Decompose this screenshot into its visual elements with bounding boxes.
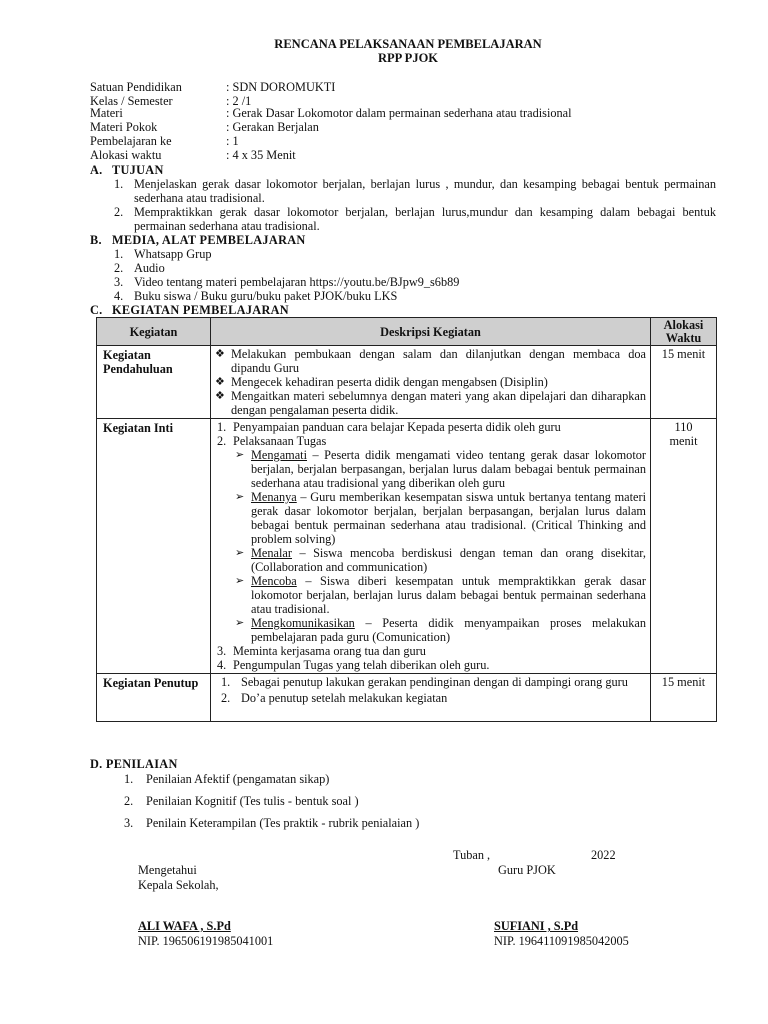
item-number: 2. [114, 261, 124, 275]
media-list [114, 247, 716, 303]
list-item [215, 675, 646, 689]
item-number: 1. [217, 420, 227, 434]
arrow-bullet-icon: ➢ [235, 575, 245, 587]
mengetahui-label: Mengetahui [138, 863, 197, 877]
kegiatan-waktu: 110 menit [651, 419, 717, 674]
bullet-diamond-icon: ❖ [215, 390, 225, 402]
kegiatan-table [96, 317, 717, 722]
arrow-bullet-icon: ➢ [235, 491, 245, 503]
item-text: Pengumpulan Tugas yang telah diberikan oleh guru. [233, 658, 490, 672]
bullet-diamond-icon: ❖ [215, 348, 225, 360]
header-alokasi: Alokasi Waktu [651, 318, 717, 346]
list-item [124, 772, 419, 794]
kegiatan-description [211, 346, 651, 419]
list-item [215, 644, 646, 658]
kegiatan-name: Kegiatan Penutup [97, 674, 211, 722]
list-item [114, 261, 716, 275]
item-number: 2. [221, 691, 231, 705]
info-value: : Gerak Dasar Lokomotor dalam permainan sederhana atau tradisional [226, 106, 572, 120]
header-kegiatan: Kegiatan [97, 318, 211, 346]
sub-item-text: – Peserta didik mengamati video tentang gerak dasar lokomotor berjalan, berjalan berpasangan, berjalan lurus dalam bebagai bentuk permainan sederhana atau tradisional yang diberikan oleh guru [251, 448, 646, 490]
sub-item-term: Mengkomunikasikan [251, 616, 355, 630]
info-label: Pembelajaran ke [90, 134, 172, 148]
item-number: 3. [114, 275, 124, 289]
section-heading-tujuan [90, 163, 164, 177]
item-text: Pelaksanaan Tugas [233, 434, 327, 448]
item-number: 1. [114, 177, 124, 191]
list-item [215, 347, 646, 375]
item-number: 1. [114, 247, 124, 261]
item-text: Penyampaian panduan cara belajar Kepada peserta didik oleh guru [233, 420, 561, 434]
signatory-nip-right: NIP. 196411091985042005 [494, 934, 629, 948]
signature-place: Tuban , [453, 848, 491, 862]
list-item [215, 691, 646, 705]
sub-item-term: Menanya [251, 490, 297, 504]
section-letter: B. [90, 233, 102, 247]
info-label: Materi Pokok [90, 120, 158, 134]
sub-item-text: – Siswa diberi kesempatan untuk mempraktikkan gerak dasar lokomotor berjalan, berlajan lurus dalam bebagai bentuk permainan sederhana atau tradisional. [251, 574, 646, 616]
sub-item [215, 574, 646, 616]
sub-item-text: – Guru memberikan kesempatan siswa untuk bertanya tentang materi gerak dasar lokomotor berjalan, berjalan berpasangan, berjalan lurus dalam bebagai bentuk permainan sederhana atau tradisional. (Critical Thinking and problem solving) [251, 490, 646, 546]
list-item [124, 816, 419, 838]
signatory-nip-left: NIP. 196506191985041001 [138, 934, 274, 948]
item-text: Whatsapp Grup [134, 247, 212, 261]
item-text: Mempraktikkan gerak dasar lokomotor berjalan, berlajan lurus,mundur dan kesamping dalam bebagai bentuk permainan sederhana atau tradisional. [134, 205, 716, 233]
list-item [215, 434, 646, 448]
item-text: Penilaian Kognitif (Tes tulis - bentuk soal ) [146, 794, 359, 808]
list-item [114, 289, 716, 303]
table-row-penutup [97, 674, 717, 722]
info-value: : SDN DOROMUKTI [226, 80, 336, 94]
item-number: 1. [221, 675, 231, 689]
item-text: Do’a penutup setelah melakukan kegiatan [241, 691, 448, 705]
sub-item-text: – Siswa mencoba berdiskusi dengan teman dan orang disekitar, (Collaboration and communication) [251, 546, 646, 574]
sub-item [215, 448, 646, 490]
penilaian-list [124, 772, 419, 838]
kegiatan-name: Kegiatan Inti [97, 419, 211, 674]
list-item [215, 658, 646, 672]
item-text: Melakukan pembukaan dengan salam dan dilanjutkan dengan membaca doa dipandu Guru [231, 347, 646, 375]
sub-item-term: Mengamati [251, 448, 308, 462]
list-item [124, 794, 419, 816]
document-subtitle: RPP PJOK [377, 51, 439, 65]
signatory-name-right: SUFIANI , S.Pd [494, 919, 579, 933]
list-item [114, 205, 716, 233]
item-text: Buku siswa / Buku guru/buku paket PJOK/buku LKS [134, 289, 398, 303]
item-number: 2. [124, 794, 134, 808]
sub-item [215, 546, 646, 574]
item-text: Menjelaskan gerak dasar lokomotor berjalan, berlajan lurus , mundur, dan kesamping bebagai bentuk permainan sederhana atau tradisional. [134, 177, 716, 205]
item-number: 1. [124, 772, 134, 786]
arrow-bullet-icon: ➢ [235, 449, 245, 461]
section-title: MEDIA, ALAT PEMBELAJARAN [112, 233, 306, 247]
sub-item [215, 490, 646, 546]
header-deskripsi: Deskripsi Kegiatan [211, 318, 651, 346]
sub-item [215, 616, 646, 644]
kegiatan-description [211, 674, 651, 722]
info-value: : 1 [226, 134, 239, 148]
kegiatan-waktu: 15 menit [651, 674, 717, 722]
item-text: Mengaitkan materi sebelumnya dengan materi yang akan dipelajari dan diharapkan dengan pengalaman peserta didik. [231, 389, 646, 417]
item-number: 3. [217, 644, 227, 658]
list-item [215, 375, 646, 389]
info-value: : 4 x 35 Menit [226, 148, 296, 162]
kegiatan-waktu: 15 menit [651, 346, 717, 419]
tujuan-list [114, 177, 716, 233]
kepala-sekolah-label: Kepala Sekolah, [138, 878, 219, 892]
section-letter: A. [90, 163, 103, 177]
info-value: : Gerakan Berjalan [226, 120, 319, 134]
item-number: 3. [124, 816, 134, 830]
document-title: RENCANA PELAKSANAAN PEMBELAJARAN [274, 37, 542, 51]
arrow-bullet-icon: ➢ [235, 617, 245, 629]
item-text: Meminta kerjasama orang tua dan guru [233, 644, 426, 658]
item-text: Video tentang materi pembelajaran https://youtu.be/BJpw9_s6b89 [134, 275, 460, 289]
bullet-diamond-icon: ❖ [215, 376, 225, 388]
signatory-name-left: ALI WAFA , S.Pd [138, 919, 231, 933]
list-item [114, 247, 716, 261]
table-row-pendahuluan [97, 346, 717, 419]
section-title: KEGIATAN PEMBELAJARAN [112, 303, 289, 317]
table-row-inti [97, 419, 717, 674]
info-value: : 2 /1 [226, 94, 252, 108]
item-text: Sebagai penutup lakukan gerakan pendinginan dengan di dampingi orang guru [241, 675, 628, 689]
signature-year: 2022 [591, 848, 616, 862]
section-heading-kegiatan [90, 303, 289, 317]
info-label: Satuan Pendidikan [90, 80, 182, 94]
info-label: Kelas / Semester [90, 94, 173, 108]
item-text: Penilain Keterampilan (Tes praktik - rubrik penialaian ) [146, 816, 420, 830]
kegiatan-name: Kegiatan Pendahuluan [97, 346, 211, 419]
item-number: 4. [217, 658, 227, 672]
info-label: Materi [90, 106, 123, 120]
section-title: TUJUAN [112, 163, 164, 177]
list-item [114, 177, 716, 205]
sub-item-term: Mencoba [251, 574, 297, 588]
item-text: Audio [134, 261, 165, 275]
kegiatan-description [211, 419, 651, 674]
item-text: Penilaian Afektif (pengamatan sikap) [146, 772, 330, 786]
table-header-row [97, 318, 717, 346]
guru-label: Guru PJOK [498, 863, 556, 877]
list-item [114, 275, 716, 289]
sub-item-text: – Peserta didik menyampaikan proses melakukan pembelajaran pada guru (Comunication) [251, 616, 646, 644]
item-number: 4. [114, 289, 124, 303]
section-heading-penilaian: D. PENILAIAN [90, 757, 178, 771]
section-heading-media [90, 233, 306, 247]
item-text: Mengecek kehadiran peserta didik dengan mengabsen (Disiplin) [231, 375, 548, 389]
info-label: Alokasi waktu [90, 148, 162, 162]
arrow-bullet-icon: ➢ [235, 547, 245, 559]
sub-item-term: Menalar [251, 546, 292, 560]
item-number: 2. [217, 434, 227, 448]
list-item [215, 420, 646, 434]
list-item [215, 389, 646, 417]
item-number: 2. [114, 205, 124, 219]
section-letter: C. [90, 303, 103, 317]
